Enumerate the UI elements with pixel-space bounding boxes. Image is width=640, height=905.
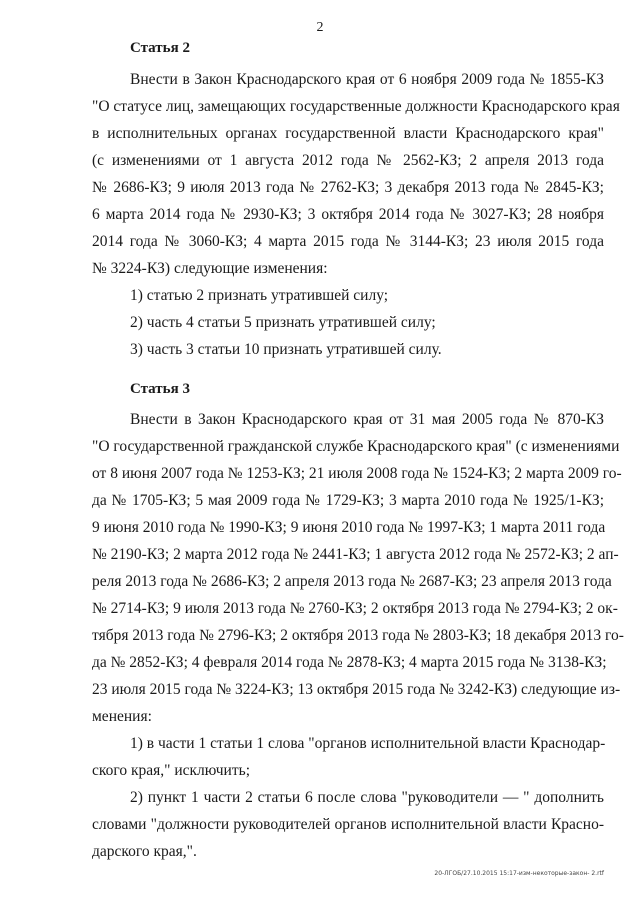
- article-3-text-line: да № 1705-КЗ; 5 мая 2009 года № 1729-КЗ; 3 марта 2010 года № 1925/1-КЗ;: [92, 492, 604, 509]
- article-2-text-line: № 3224-КЗ) следующие изменения:: [92, 260, 328, 277]
- article-2-text-line: в исполнительных органах государственной власти Краснодарского края": [92, 125, 604, 142]
- article-3-text-line: тября 2013 года № 2796-КЗ; 2 октября 2013 года № 2803-КЗ; 18 декабря 2013 го-: [92, 627, 624, 644]
- article-3-text-line: реля 2013 года № 2686-КЗ; 2 апреля 2013 года № 2687-КЗ; 23 апреля 2013 года: [92, 573, 612, 590]
- article-2-text-line: (с изменениями от 1 августа 2012 года № 2562-КЗ; 2 апреля 2013 года: [92, 152, 604, 169]
- article-3-item-1-line: ского края," исключить;: [92, 762, 251, 779]
- article-2-text-line: Внести в Закон Краснодарского края от 6 ноября 2009 года № 1855-КЗ: [130, 71, 604, 88]
- article-2-text-line: № 2686-КЗ; 9 июля 2013 года № 2762-КЗ; 3 декабря 2013 года № 2845-КЗ;: [92, 179, 604, 196]
- article-3-heading: Статья 3: [130, 381, 190, 397]
- article-3-text-line: "О государственной гражданской службе Краснодарского края" (с изменениями: [92, 438, 620, 455]
- article-2-item: 2) часть 4 статьи 5 признать утратившей силу;: [130, 314, 436, 331]
- article-3-text-line: 9 июня 2010 года № 1990-КЗ; 9 июня 2010 года № 1997-КЗ; 1 марта 2011 года: [92, 519, 606, 536]
- article-2-text-line: "О статусе лиц, замещающих государственные должности Краснодарского края: [92, 98, 620, 115]
- article-3-item-1-line: 1) в части 1 статьи 1 слова "органов исполнительной власти Краснодар-: [130, 735, 606, 752]
- page-number: 2: [316, 20, 324, 35]
- article-2-item: 3) часть 3 статьи 10 признать утратившей силу.: [130, 341, 442, 358]
- article-3-text-line: да № 2852-КЗ; 4 февраля 2014 года № 2878-КЗ; 4 марта 2015 года № 3138-КЗ;: [92, 654, 607, 671]
- article-3-text-line: от 8 июня 2007 года № 1253-КЗ; 21 июля 2008 года № 1524-КЗ; 2 марта 2009 го-: [92, 465, 622, 482]
- document-footer-code: 20-ЛГОБ/27.10.2015 15:17-изм-некоторые-закон- 2.rtf: [434, 870, 604, 877]
- article-2-heading: Статья 2: [130, 40, 190, 56]
- article-3-item-2-line: дарского края,".: [92, 843, 197, 860]
- article-3-text-line: Внести в Закон Краснодарского края от 31 мая 2005 года № 870-КЗ: [130, 411, 604, 428]
- article-2-item: 1) статью 2 признать утратившей силу;: [130, 287, 389, 304]
- article-3-item-2-line: словами "должности руководителей органов исполнительной власти Красно-: [92, 816, 604, 833]
- article-3-text-line: 23 июля 2015 года № 3224-КЗ; 13 октября 2015 года № 3242-КЗ) следующие из-: [92, 681, 621, 698]
- article-2-text-line: 2014 года № 3060-КЗ; 4 марта 2015 года № 3144-КЗ; 23 июля 2015 года: [92, 233, 604, 250]
- article-3-text-line: менения:: [92, 708, 152, 725]
- article-2-text-line: 6 марта 2014 года № 2930-КЗ; 3 октября 2014 года № 3027-КЗ; 28 ноября: [92, 206, 604, 223]
- article-3-text-line: № 2190-КЗ; 2 марта 2012 года № 2441-КЗ; 1 августа 2012 года № 2572-КЗ; 2 ап-: [92, 546, 619, 563]
- article-3-item-2-line: 2) пункт 1 части 2 статьи 6 после слова "руководители — " дополнить: [130, 789, 604, 806]
- article-3-text-line: № 2714-КЗ; 9 июля 2013 года № 2760-КЗ; 2 октября 2013 года № 2794-КЗ; 2 ок-: [92, 600, 618, 617]
